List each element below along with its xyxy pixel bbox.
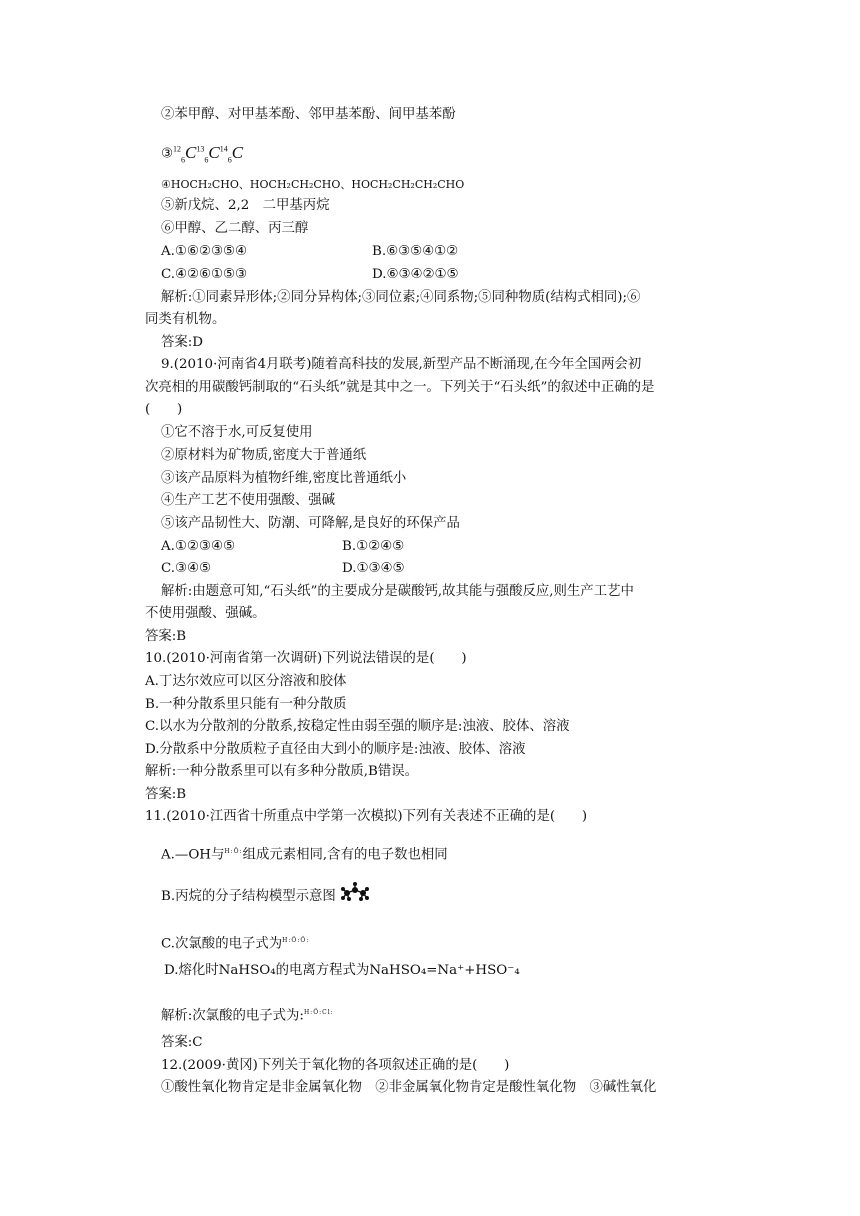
q8-option-c: C.④②⑥①⑤③: [161, 267, 248, 282]
q9-option-d: D.①③④⑤: [342, 561, 405, 576]
q9-option-b: B.①②④⑤: [342, 539, 405, 554]
q10-option-c: C.以水为分散剂的分散系,按稳定性由弱至强的顺序是:浊液、胶体、溶液: [145, 719, 570, 734]
q9-stem-line-2: 次亮相的用碳酸钙制取的“石头纸”就是其中之一。下列关于“石头纸”的叙述中正确的是: [145, 380, 655, 395]
q8-option-d: D.⑥③④②①⑤: [372, 267, 459, 282]
q10-option-a: A.丁达尔效应可以区分溶液和胶体: [145, 674, 347, 689]
q9-analysis-line-2: 不使用强酸、强碱。: [145, 606, 266, 621]
q11-answer: 答案:C: [161, 1035, 203, 1050]
q8-answer: 答案:D: [161, 335, 204, 350]
q12-items: ①酸性氧化物肯定是非金属氧化物 ②非金属氧化物肯定是酸性氧化物 ③碱性氧化: [161, 1080, 657, 1095]
hypochlorous-electron-formula-wrong: H:Ö:Ö:: [282, 937, 310, 944]
q11-option-b: B.丙烷的分子结构模型示意图: [161, 888, 370, 906]
q9-stem-line-1: 9.(2010·河南省4月联考)随着高科技的发展,新型产品不断涌现,在今年全国两会初: [161, 357, 642, 372]
q10-option-b: B.一种分散系里只能有一种分散质: [145, 697, 347, 712]
q9-answer: 答案:B: [145, 629, 187, 644]
q8-item-5: ⑤新戊烷、2,2 二甲基丙烷: [161, 198, 330, 213]
q9-statement-5: ⑤该产品韧性大、防潮、可降解,是良好的环保产品: [161, 516, 460, 531]
q10-stem: 10.(2010·河南省第一次调研)下列说法错误的是( ): [145, 651, 467, 666]
q8-item-3-prefix: ③: [161, 146, 174, 162]
q9-stem-line-3: ( ): [145, 402, 183, 417]
q11-option-d: D.熔化时NaHSO₄的电离方程式为NaHSO₄=Na⁺+HSO⁻₄: [164, 963, 520, 978]
q9-option-a: A.①②③④⑤: [161, 539, 235, 554]
q10-option-d: D.分散系中分散质粒子直径由大到小的顺序是:浊液、胶体、溶液: [145, 742, 526, 757]
propane-ball-model-icon: [340, 881, 370, 903]
hypochlorous-electron-formula: H:Ö:Cl:: [303, 1009, 334, 1016]
q8-item-6: ⑥甲醇、乙二醇、丙三醇: [161, 221, 309, 236]
q9-statement-4: ④生产工艺不使用强酸、强碱: [161, 493, 336, 508]
q8-item-3: [161, 140, 243, 169]
carbon-isotopes: $^{12}_6C^{13}_6C^{14}_6C$: [173, 142, 244, 165]
q11-stem: 11.(2010·江西省十所重点中学第一次模拟)下列有关表述不正确的是( ): [145, 809, 588, 824]
q11-option-c: C.次氯酸的电子式为$^{H:Ö:Ö:}$: [161, 936, 310, 952]
q8-option-a: A.①⑥②③⑤④: [161, 244, 247, 259]
q10-analysis: 解析:一种分散系里可以有多种分散质,B错误。: [145, 764, 419, 779]
q9-option-c: C.③④⑤: [161, 561, 212, 576]
q11-option-a: A.—OH与$^{H:Ö:}$组成元素相同,含有的电子数也相同: [161, 847, 448, 863]
q12-stem: 12.(2009·黄冈)下列关于氧化物的各项叙述正确的是( ): [161, 1058, 510, 1073]
q8-item-2: ②苯甲醇、对甲基苯酚、邻甲基苯酚、间甲基苯酚: [161, 107, 456, 122]
q9-statement-1: ①它不溶于水,可反复使用: [161, 425, 313, 440]
hydroxide-electron-formula: H:Ö:: [224, 848, 243, 855]
q9-statement-2: ②原材料为矿物质,密度大于普通纸: [161, 448, 367, 463]
q8-analysis-line-2: 同类有机物。: [145, 312, 226, 327]
q8-analysis-line-1: 解析:①同素异形体;②同分异构体;③同位素;④同系物;⑤同种物质(结构式相同);⑥: [161, 290, 641, 305]
q8-option-b: B.⑥③⑤④①②: [372, 244, 459, 259]
q9-analysis-line-1: 解析:由题意可知,“石头纸”的主要成分是碳酸钙,故其能与强酸反应,则生产工艺中: [161, 584, 634, 599]
q11-analysis: 解析:次氯酸的电子式为:$^{H:Ö:Cl:}$: [161, 1008, 334, 1024]
q10-answer: 答案:B: [145, 787, 187, 802]
q8-item-4: ④HOCH₂CHO、HOCH₂CH₂CHO、HOCH₂CH₂CH₂CHO: [161, 178, 465, 191]
q9-statement-3: ③该产品原料为植物纤维,密度比普通纸小: [161, 471, 407, 486]
